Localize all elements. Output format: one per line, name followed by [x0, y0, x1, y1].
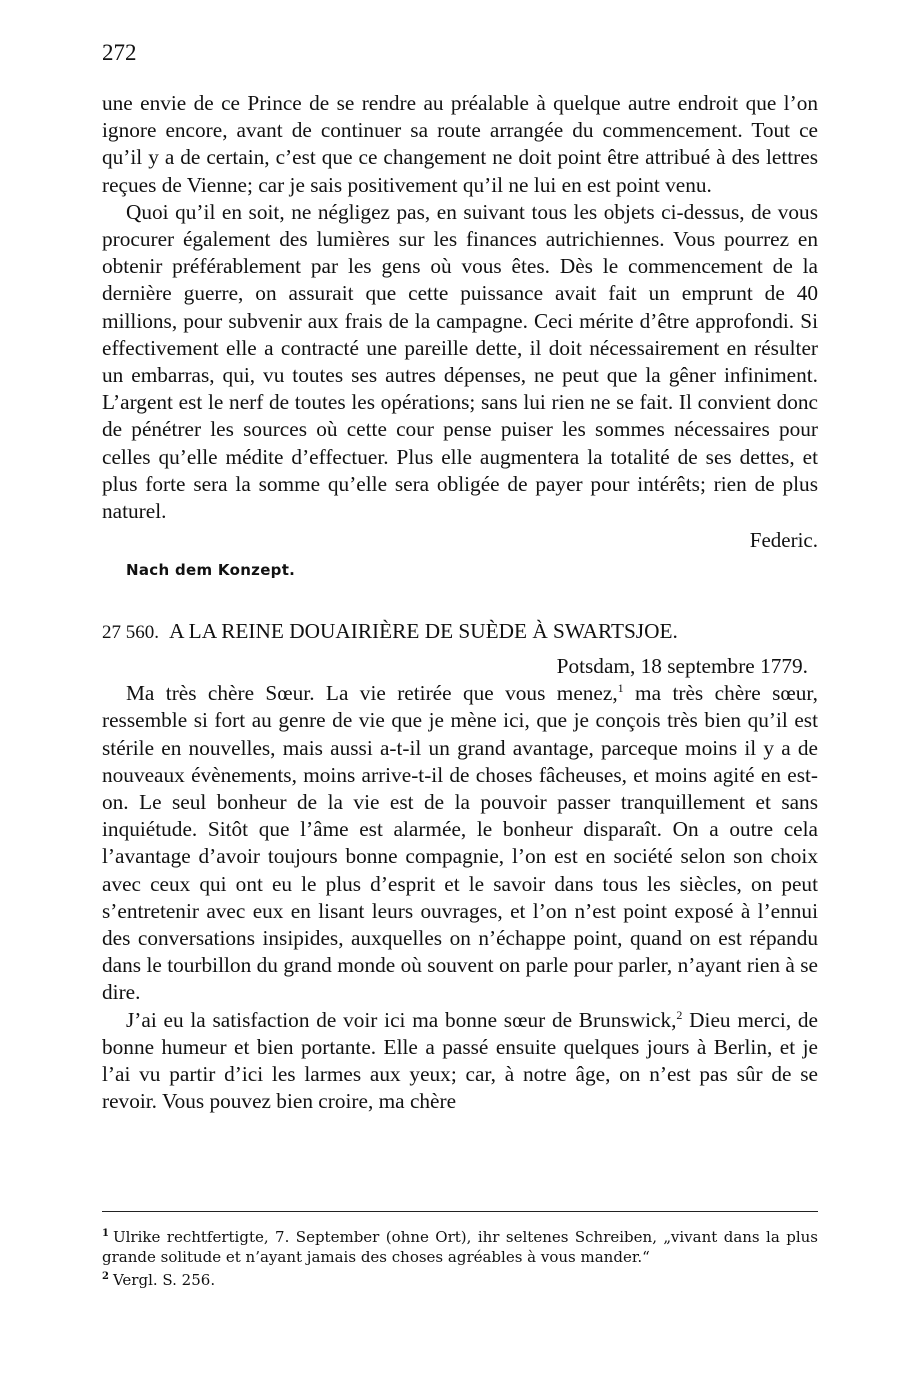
letter-heading — [102, 618, 818, 646]
letter-paragraph-2 — [102, 1007, 818, 1116]
footnote-2-text: Vergl. S. 256. — [112, 1271, 216, 1289]
footnote-ref-1[interactable]: 1 — [617, 681, 624, 696]
letter-paragraph-1 — [102, 680, 818, 1006]
signature: Federic. — [749, 528, 818, 553]
page-body — [102, 38, 818, 1116]
footnote-2-mark: 2 — [102, 1271, 109, 1282]
paragraph-finances: Quoi qu’il en soit, ne négligez pas, en suivant tous les objets ci-dessus, de vous procurer également des lumières sur les finances autrichiennes. Vous pourrez en obtenir préférablement par les gens où vous êtes. Dès le commencement de la dernière guerre, on assurait que cette puissance avait fait un emprunt de 40 millions, pour subvenir aux frais de la campagne. Ceci mérite d’être approfondi. Si effectivement elle a contracté une pareille dette, il doit nécessairement en résulter un embarras, qui, vu toutes ses autres dépenses, ne peut que la gêner infiniment. L’argent est le nerf de toutes les opérations; sans lui rien ne se fait. Il convient donc de pénétrer les sources où cette cour pense puiser les sommes nécessaires pour celles qu’elle médite d’effectuer. Plus elle augmentera la totalité de ses dettes, et plus forte sera la somme qu’elle sera obligée de payer pour intérêts; rien de plus naturel. — [102, 199, 818, 524]
letter-paragraph-2-text-b: Dieu merci, de bonne humeur et bien portante. Elle a passé ensuite quelques jours à Berlin, et je l’ai vu partir d’ici les larmes aux yeux; car, à notre âge, on n’est pas sûr de se revoir. Vous pouvez bien croire, ma chère — [102, 1007, 818, 1114]
source-note: Nach dem Konzept. — [126, 561, 296, 580]
footnote-2 — [102, 1267, 818, 1290]
footnotes — [102, 1224, 818, 1290]
page-number: 272 — [102, 40, 137, 65]
letter-paragraph-2-text-a: J’ai eu la satisfaction de voir ici ma bonne sœur de Brunswick, — [126, 1007, 677, 1032]
footnote-ref-2[interactable]: 2 — [676, 1007, 683, 1022]
letter-title: A LA REINE DOUAIRIÈRE DE SUÈDE À SWARTSJOE. — [169, 619, 678, 644]
letter-paragraph-1-text-a: Ma très chère Sœur. La vie retirée que vous menez, — [126, 681, 618, 706]
letter-paragraph-1-text-b: ma très chère sœur, ressemble si fort au genre de vie que je mène ici, que je conçois très bien qu’il est stérile en nouvelles, mais aussi a-t-il un grand avantage, parceque moins il y a de nouveaux évènements, moins arrive-t-il de choses fâcheuses, et moins agité en est-on. Le seul bonheur de la vie est de la pouvoir passer tranquillement et sans inquiétude. Sitôt que l’âme est alarmée, le bonheur disparaît. On a outre cela l’avantage d’avoir toujours bonne compagnie, l’on est en société selon son choix avec ceux qui ont eu le plus d’esprit et le savoir dans tous les siècles, on peut s’entretenir avec eux en lisant leurs ouvrages, et l’on n’est point exposé à l’ennui des conversations insipides, auxquelles on n’échappe point, quand on est répandu dans le tourbillon du grand monde où souvent on parle pour parler, n’ayant rien à se dire. — [102, 681, 818, 1005]
footnote-1-mark: 1 — [102, 1228, 109, 1239]
letter-dateline: Potsdam, 18 septembre 1779. — [556, 654, 808, 679]
paragraph-continuation: une envie de ce Prince de se rendre au préalable à quelque autre endroit que l’on ignore encore, avant de continuer sa route arrangée du commencement. Tout ce qu’il y a de certain, c’est que ce changement ne doit point être attribué à des lettres reçues de Vienne; car je sais positivement qu’il ne lui en est point venu. — [102, 91, 818, 197]
letter-number: 27 560. — [102, 622, 159, 644]
footnote-1 — [102, 1224, 818, 1267]
footnote-divider — [102, 1211, 818, 1212]
footnote-1-text: Ulrike rechtfertigte, 7. September (ohne Ort), ihr seltenes Schreiben, „vivant dans la plus grande solitude et n’ayant jamais des choses agréables à vous mander.“ — [102, 1228, 818, 1266]
